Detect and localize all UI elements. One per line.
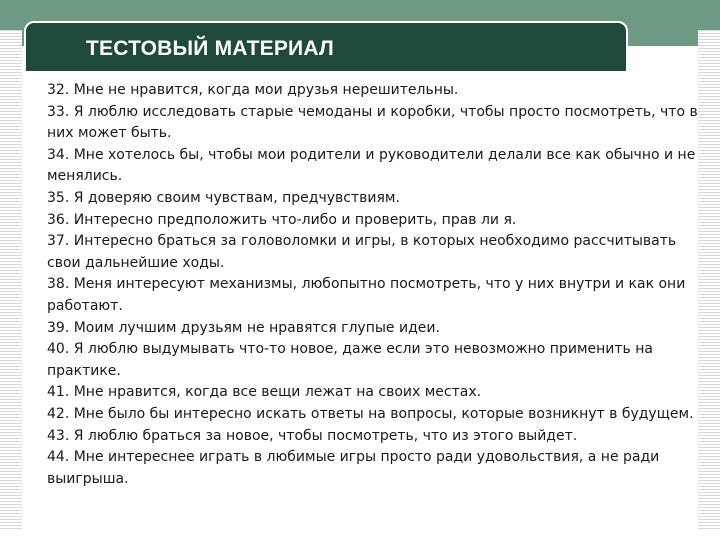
question-item-40: 40. Я люблю выдумывать что-то новое, даже если это невозможно применить на практике. bbox=[47, 341, 653, 379]
question-item-38: 38. Меня интересуют механизмы, любопытно посмотреть, что у них внутри и как они работают. bbox=[47, 276, 686, 314]
slide-title: ТЕСТОВЫЙ МАТЕРИАЛ bbox=[86, 37, 334, 60]
question-item-34: 34. Мне хотелось бы, чтобы мои родители и руководители делали все как обычно и не менялись. bbox=[47, 146, 696, 185]
question-item-36: 36. Интересно предположить что-либо и проверить, прав ли я. bbox=[47, 211, 517, 228]
question-item-35: 35. Я доверяю своим чувствам, предчувствиям. bbox=[47, 189, 400, 206]
question-item-43: 43. Я люблю браться за новое, чтобы посмотреть, что из этого выйдет. bbox=[47, 427, 578, 444]
question-item-32: 32. Мне не нравится, когда мои друзья нерешительны. bbox=[47, 82, 459, 98]
question-item-33: 33. Я люблю исследовать старые чемоданы и коробки, чтобы просто посмотреть, что в них может быть. bbox=[47, 103, 698, 142]
left-stripe-decoration bbox=[0, 30, 22, 530]
question-item-39: 39. Моим лучшим друзьям не нравятся глупые идеи. bbox=[47, 319, 440, 336]
questionnaire-list bbox=[47, 80, 702, 490]
question-item-41: 41. Мне нравится, когда все вещи лежат на своих местах. bbox=[47, 384, 482, 401]
question-item-42: 42. Мне было бы интересно искать ответы на вопросы, которые возникнут в будущем. bbox=[47, 405, 694, 422]
question-item-44: 44. Мне интереснее играть в любимые игры просто ради удовольствия, а не ради выигрыша. bbox=[47, 449, 660, 487]
question-item-37: 37. Интересно браться за головоломки и игры, в которых необходимо рассчитывать свои дальнейшие ходы. bbox=[47, 233, 677, 271]
